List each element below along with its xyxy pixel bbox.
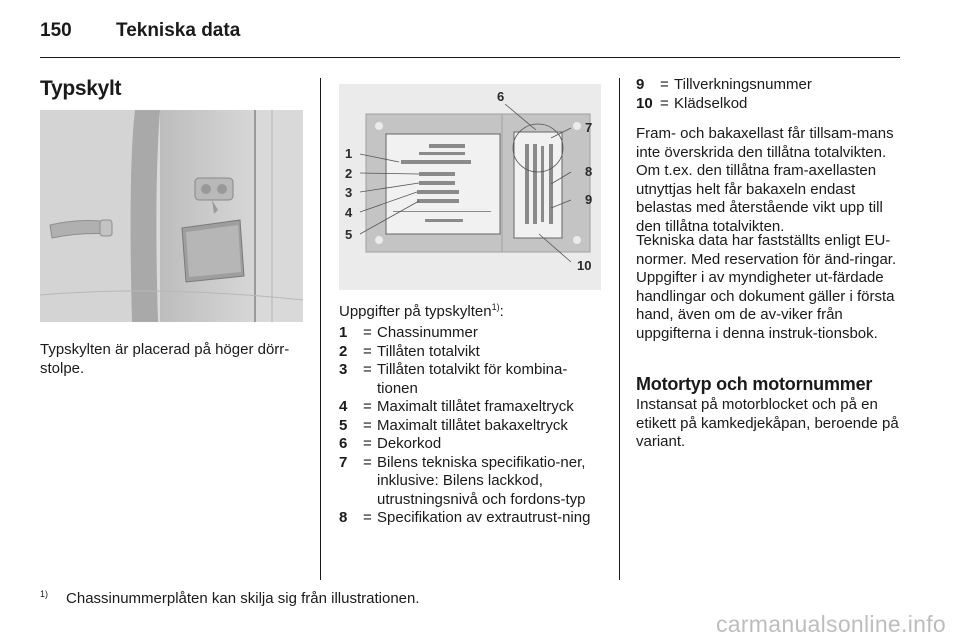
legend-equals: =	[660, 76, 669, 93]
legend-number: 4	[339, 398, 348, 415]
column-divider-left	[320, 78, 321, 580]
plate-callout-5: 5	[345, 227, 353, 242]
legend-item	[339, 435, 601, 454]
plate-intro-text: Uppgifter på typskylten	[339, 303, 492, 320]
legend-number: 6	[339, 435, 348, 452]
plate-callout-6: 6	[497, 89, 505, 104]
legend-item	[339, 454, 601, 510]
legend-item	[339, 343, 601, 362]
legend-number: 5	[339, 416, 348, 434]
legend-text: Tillåten totalvikt för kombina-tionen	[377, 361, 568, 397]
legend-number: 3	[339, 361, 348, 378]
footnote-mark: 1)	[40, 589, 49, 599]
legend-text: Chassinummer	[377, 324, 478, 341]
plate-legend-list	[339, 324, 601, 528]
door-pillar-photo	[40, 110, 303, 322]
legend-equals: =	[363, 453, 372, 471]
legend-number: 7	[339, 453, 348, 471]
legend-equals: =	[363, 509, 372, 526]
footnote-ref: 1)	[491, 302, 500, 312]
plate-callout-3: 3	[345, 185, 353, 200]
legend-text: Dekorkod	[377, 435, 442, 452]
section-heading-typskylt: Typskylt	[40, 77, 122, 100]
legend-number: 2	[339, 342, 348, 360]
type-plate-illustration	[339, 84, 601, 290]
plate-intro	[339, 298, 504, 322]
page-title: Tekniska data	[116, 20, 241, 41]
legend-text: Klädselkod	[674, 94, 748, 112]
legend-text: Tillverkningsnummer	[674, 76, 812, 93]
legend-equals: =	[363, 324, 372, 341]
eu-norms-paragraph: Tekniska data har fastställts enligt EU-normer. Med reservation för änd-ringar. Uppgifter i av myndigheter ut-färdade handlingar och dokument gäller i första hand, även om de av-viker från uppgifterna i denna instruk-tionsbok.	[636, 232, 897, 342]
legend-equals: =	[363, 361, 372, 378]
header-rule	[40, 57, 900, 58]
footnote-text: Chassinummerplåten kan skilja sig från illustrationen.	[66, 590, 420, 607]
legend-item	[339, 361, 601, 398]
legend-number: 9	[636, 76, 645, 93]
legend-item	[339, 509, 601, 528]
engine-number-paragraph: Instansat på motorblocket och på en etikett på kamkedjekåpan, beroende på variant.	[636, 396, 899, 450]
plate-legend-list-continued	[636, 76, 904, 113]
plate-callout-2: 2	[345, 166, 353, 181]
legend-item	[339, 398, 601, 417]
legend-item	[636, 76, 904, 95]
watermark: carmanualsonline.info	[715, 611, 946, 637]
legend-text: Maximalt tillåtet framaxeltryck	[377, 398, 574, 415]
plate-callout-7: 7	[585, 120, 593, 135]
legend-number: 1	[339, 324, 348, 341]
plate-intro-colon: :	[499, 303, 504, 320]
legend-equals: =	[363, 398, 372, 415]
footnote	[40, 589, 420, 607]
plate-callout-4: 4	[345, 205, 353, 220]
legend-equals: =	[363, 416, 372, 434]
column-divider-right	[619, 78, 620, 580]
legend-item	[339, 324, 601, 343]
legend-equals: =	[660, 94, 669, 112]
legend-number: 10	[636, 94, 653, 112]
legend-equals: =	[363, 435, 372, 452]
legend-equals: =	[363, 342, 372, 360]
photo-caption: Typskylten är placerad på höger dörr-stolpe.	[40, 341, 290, 377]
section-heading-engine: Motortyp och motornummer	[636, 374, 873, 394]
legend-text: Specifikation av extrautrust-ning	[377, 509, 591, 526]
plate-callout-9: 9	[585, 192, 593, 207]
plate-callout-1: 1	[345, 146, 353, 161]
page-number: 150	[40, 20, 72, 41]
legend-text: Maximalt tillåtet bakaxeltryck	[377, 416, 568, 434]
axle-load-paragraph: Fram- och bakaxellast får tillsam-mans inte överskrida den tillåtna totalvikten. Om t.ex. den tillåtna fram-axellasten utnyttjas helt får bakaxeln endast belastas med återstående vikt upp till den tillåtna totalvikten.	[636, 125, 894, 235]
legend-number: 8	[339, 509, 348, 526]
plate-callout-10: 10	[577, 258, 592, 273]
legend-item	[636, 95, 904, 114]
plate-callout-8: 8	[585, 164, 593, 179]
legend-item	[339, 417, 601, 436]
legend-text: Bilens tekniska specifikatio-ner, inklusive: Bilens lackkod, utrustningsnivå och fordons-typ	[377, 453, 586, 508]
legend-text: Tillåten totalvikt	[377, 342, 480, 360]
